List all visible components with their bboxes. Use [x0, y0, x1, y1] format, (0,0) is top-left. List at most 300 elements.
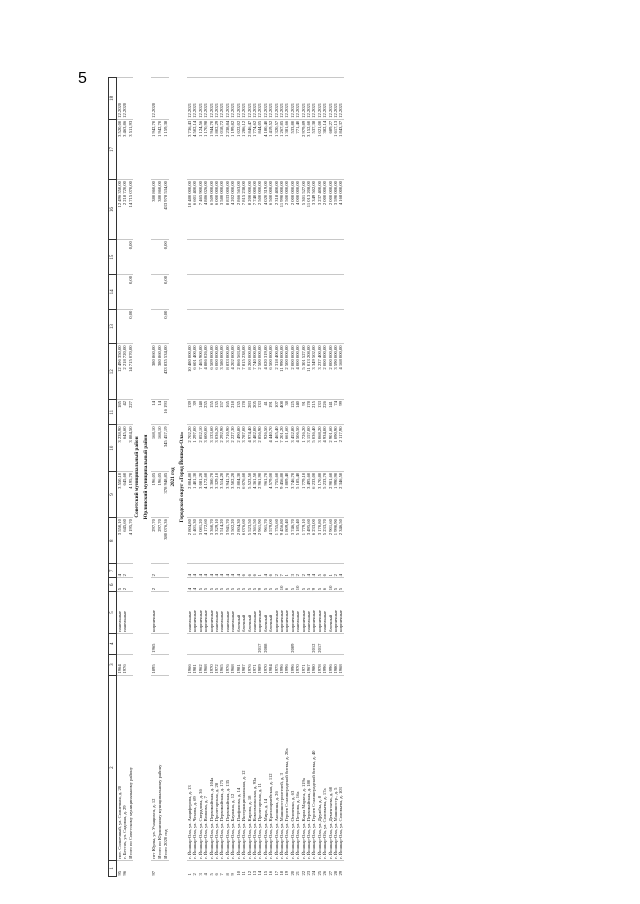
table-cell: г. Йошкар-Ола, ул. Первомайская, д. 175: [219, 675, 224, 860]
total-row: [162, 78, 169, 877]
table-cell: 5: [338, 578, 343, 592]
table-cell: 218: [230, 400, 235, 425]
table-cell: 10: [295, 578, 300, 592]
table-cell: 12.2021: [236, 78, 241, 120]
table-cell: 226: [322, 400, 327, 425]
table-cell: 926,50: [263, 425, 268, 471]
table-cell: 1 018,72: [219, 119, 224, 179]
table-cell: 12 496 350,00: [117, 180, 123, 240]
table-cell: 1989: [257, 654, 262, 675]
table-row: [284, 78, 289, 877]
table-cell: 3 502,20: [230, 518, 235, 564]
table-cell: 26: [322, 860, 327, 876]
table-cell: 2 000 000,00: [290, 180, 295, 240]
section-heading: [178, 78, 187, 877]
page-number: 5: [78, 70, 87, 87]
table-cell: 4 202 000,00: [230, 344, 235, 400]
table-cell: 1967: [306, 654, 311, 675]
table-cell: 382,14: [322, 119, 327, 179]
table-cell: 6 000 000,00: [214, 180, 219, 240]
table-cell: 3 081,20: [198, 471, 203, 517]
table-cell: 380 076,36: [162, 518, 169, 564]
table-cell: 0,00: [128, 274, 133, 309]
table-cell: г. Йошкар-Ола, ул. Дементьева, д. 60: [328, 675, 333, 860]
table-cell: 2 856,90: [257, 425, 262, 471]
table-cell: 1976: [225, 654, 230, 675]
table-cell: 1 199,82: [230, 119, 235, 179]
table-cell: 16: [268, 860, 273, 876]
table-cell: 2 901,60: [328, 471, 333, 517]
table-cell: 227: [128, 400, 133, 425]
table-cell: 1976: [122, 654, 127, 675]
table-cell: 1 942,70: [157, 119, 162, 179]
table-cell: г. Йошкар-Ола, ул. Первомайская, д. 135: [225, 675, 230, 860]
table-cell: 17: [274, 860, 279, 876]
table-cell: 4 202 000,00: [230, 180, 235, 240]
table-cell: 12.2021: [263, 78, 268, 120]
table-cell: кирпичные: [338, 592, 343, 634]
table-cell: г. Йошкар-Ола, ул. Героев Сталинградской битвы, д. 20а: [284, 675, 289, 860]
table-cell: 5 233,70: [322, 518, 327, 564]
table-cell: 3 746,70: [290, 471, 295, 517]
table-cell: 5: [317, 564, 322, 578]
table-cell: 11 990 000,00: [279, 344, 284, 400]
table-cell: панельные: [295, 592, 300, 634]
table-cell: 74: [333, 400, 338, 425]
table-cell: 1 990,90: [333, 471, 338, 517]
table-row: [338, 78, 343, 877]
table-cell: кирпичные: [192, 592, 197, 634]
table-cell: 4: [187, 564, 192, 578]
table-cell: панельные: [306, 592, 311, 634]
table-cell: 3 710,90: [225, 425, 230, 471]
table-cell: 3 590 000,00: [333, 344, 338, 400]
table-cell: 22: [301, 860, 306, 876]
housing-repair-table: [108, 77, 344, 877]
table-cell: 1 465,40: [274, 425, 279, 471]
table-cell: 1962: [198, 654, 203, 675]
header-cell: 9: [109, 471, 117, 517]
table-cell: 5: [241, 578, 246, 592]
table-cell: 155: [209, 400, 214, 425]
table-cell: 2 000 000,00: [328, 344, 333, 400]
table-cell: 3 746,70: [290, 518, 295, 564]
table-cell: 12.2021: [230, 78, 235, 120]
table-row: [311, 78, 316, 877]
table-cell: 1 942,70: [151, 119, 156, 179]
table-cell: 4: [263, 564, 268, 578]
table-cell: 1996: [279, 654, 284, 675]
table-cell: 5 523,50: [247, 518, 252, 564]
table-cell: г. Йошкар-Ола, ул. Дружбы, д. 8: [317, 675, 322, 860]
table-cell: 1 809,40: [284, 471, 289, 517]
table-cell: 12.2021: [268, 78, 273, 120]
table-cell: 24: [311, 860, 316, 876]
table-cell: 12.2021: [257, 78, 262, 120]
table-cell: 4 172,60: [203, 471, 208, 517]
table-cell: 12: [247, 860, 252, 876]
table-cell: 297,70: [151, 518, 156, 564]
table-cell: 1: [328, 564, 333, 578]
table-cell: 4 886 026,00: [203, 180, 208, 240]
table-cell: 2 490,80: [236, 425, 241, 471]
table-cell: 6: [252, 564, 257, 578]
table-cell: 12.2021: [328, 78, 333, 120]
table-cell: 4 440,70: [268, 425, 273, 471]
table-cell: 844,05: [257, 119, 262, 179]
table-cell: 3 884,50: [128, 425, 133, 471]
table-cell: 3: [290, 564, 295, 578]
table-cell: 9 456,80: [279, 518, 284, 564]
header-cell: 10: [109, 425, 117, 471]
table-cell: г. Йошкар-Ола, ул. Красноармейская, д. 112: [268, 675, 273, 860]
table-cell: 1 419,52: [268, 119, 273, 179]
section-heading: [169, 78, 178, 877]
header-row: [109, 78, 117, 877]
table-cell: 205: [252, 400, 257, 425]
table-cell: 2 500 000,00: [284, 344, 289, 400]
table-cell: 9: [311, 578, 316, 592]
table-cell: 1 401,30: [192, 518, 197, 564]
table-cell: 1 286,12: [241, 119, 246, 179]
table-cell: 5 233,70: [322, 471, 327, 517]
table-cell: 6 076,60: [241, 518, 246, 564]
table-cell: 6 601 400,00: [192, 344, 197, 400]
table-cell: г. Йошкар-Ола, ул. Осипенко, д. 63: [290, 675, 295, 860]
header-cell: 1: [109, 860, 117, 876]
table-cell: 2008: [263, 633, 268, 654]
table-cell: 380 860,00: [151, 180, 156, 240]
table-cell: 1970: [295, 654, 300, 675]
section-heading-text: Юрлинский муниципальный район: [143, 434, 150, 520]
table-cell: 2 292,90: [219, 425, 224, 471]
table-cell: 1971: [301, 654, 306, 675]
table-cell: 5 185,40: [295, 471, 300, 517]
table-cell: 29: [338, 860, 343, 876]
table-cell: 12.2021: [333, 78, 338, 120]
table-cell: 148: [198, 400, 203, 425]
table-cell: блочный: [268, 592, 273, 634]
table-cell: 12.2021: [301, 78, 306, 120]
table-cell: пгт Юрлы, ул. Учащихся, д. 12: [151, 675, 156, 860]
table-cell: 8 200 000,00: [247, 344, 252, 400]
table-cell: 1996: [322, 654, 327, 675]
table-cell: панельные: [230, 592, 235, 634]
table-cell: 8 833 000,00: [225, 344, 230, 400]
table-cell: 2 901,60: [328, 425, 333, 471]
table-cell: 4 172,60: [203, 518, 208, 564]
table-cell: 1965: [219, 654, 224, 675]
table-cell: 141: [328, 400, 333, 425]
table-cell: 5 301 527,00: [301, 344, 306, 400]
header-cell: 13: [109, 309, 117, 344]
table-cell: 8 200 000,00: [247, 180, 252, 240]
table-cell: 433 835 534,00: [162, 344, 169, 400]
table-cell: 4 168 000,00: [338, 180, 343, 240]
table-cell: панельные: [322, 592, 327, 634]
table-cell: 9: [230, 860, 235, 876]
table-cell: кирпичные: [333, 592, 338, 634]
table-cell: блочный: [263, 592, 268, 634]
table-cell: 5 523,50: [247, 471, 252, 517]
table-cell: 0,00: [162, 240, 169, 275]
table-cell: 2 318 400,00: [274, 344, 279, 400]
table-cell: 4 000 000,00: [295, 180, 300, 240]
table-cell: 2: [151, 578, 156, 592]
table-cell: 4 020 319,00: [263, 344, 268, 400]
table-cell: 12.2021: [198, 78, 203, 120]
table-cell: 961,70: [263, 518, 268, 564]
table-cell: 378 948,85: [162, 471, 169, 517]
table-cell: 12.2021: [252, 78, 257, 120]
table-cell: 4: [203, 564, 208, 578]
table-cell: 297,70: [157, 518, 162, 564]
table-cell: 168,10: [151, 425, 156, 471]
table-cell: 4 579,00: [268, 471, 273, 517]
section-heading-row: [178, 78, 187, 877]
table-cell: 1 755,60: [274, 471, 279, 517]
table-cell: 12.2021: [187, 78, 192, 120]
table-cell: 6: [322, 564, 327, 578]
table-cell: панельные: [252, 592, 257, 634]
table-cell: 3 514,20: [219, 471, 224, 517]
table-cell: 2: [151, 564, 156, 578]
table-cell: 4: [338, 564, 343, 578]
table-cell: 2009: [290, 633, 295, 654]
table-cell: г. Йошкар-Ола, ул. Мира, д. 14: [263, 675, 268, 860]
table-cell: 2 852,10: [198, 425, 203, 471]
table-cell: 5: [214, 578, 219, 592]
table-cell: 4: [311, 564, 316, 578]
table-cell: [162, 78, 169, 120]
table-cell: блочный: [236, 592, 241, 634]
table-cell: 2 000 000,00: [328, 180, 333, 240]
table-cell: 4: [203, 860, 208, 876]
table-cell: 3 580 000,00: [219, 180, 224, 240]
table-cell: 1 661,60: [284, 425, 289, 471]
table-cell: [162, 633, 169, 654]
table-cell: 4 195,70: [128, 518, 133, 564]
table-cell: 10: [328, 578, 333, 592]
table-cell: 0,00: [162, 274, 169, 309]
table-cell: 12.2021: [322, 78, 327, 120]
table-cell: кирпичные: [317, 592, 322, 634]
table-cell: 38: [284, 400, 289, 425]
table-cell: 21: [295, 860, 300, 876]
table-cell: 5: [203, 578, 208, 592]
table-cell: 1: [187, 860, 192, 876]
table-cell: 4: [225, 564, 230, 578]
table-cell: 12.2021: [241, 78, 246, 120]
table-cell: 10 480 000,00: [187, 180, 192, 240]
table-cell: 3 068,20: [317, 425, 322, 471]
table-cell: 1996: [290, 654, 295, 675]
table-cell: 3 157,00: [306, 425, 311, 471]
table-cell: 2 500 000,00: [284, 180, 289, 240]
table-cell: 25: [317, 860, 322, 876]
table-cell: 2 866 563,00: [236, 180, 241, 240]
table-cell: 12.2021: [274, 78, 279, 120]
table-cell: 5: [236, 578, 241, 592]
header-cell: 18: [109, 78, 117, 120]
table-cell: 5: [209, 860, 214, 876]
table-cell: 125: [290, 400, 295, 425]
table-cell: 7 465 900,00: [198, 344, 203, 400]
table-cell: 3 133,60: [209, 425, 214, 471]
table-cell: [338, 274, 343, 309]
table-cell: 5 301 527,00: [301, 180, 306, 240]
table-cell: 12.2021: [214, 78, 219, 120]
table-cell: 140: [295, 400, 300, 425]
table-cell: 28: [333, 860, 338, 876]
table-cell: 6 509 000,00: [209, 180, 214, 240]
table-cell: 5 036,40: [311, 425, 316, 471]
table-cell: г. Йошкар-Ола, ул. Первомайская, д. 104а: [209, 675, 214, 860]
table-cell: 99: [338, 400, 343, 425]
rotated-table-area: [108, 77, 540, 877]
table-cell: 3 329,10: [214, 471, 219, 517]
table-cell: 14: [257, 860, 262, 876]
table-cell: 689,27: [328, 119, 333, 179]
table-cell: 3 580 000,00: [219, 344, 224, 400]
table-cell: г. Йошкар-Ола, ул. Первомайская, д. 180: [306, 675, 311, 860]
table-cell: 2 117,90: [338, 425, 343, 471]
table-cell: 1 802,29: [214, 119, 219, 179]
table-cell: 645,60: [122, 425, 127, 471]
table-cell: 16 193: [162, 400, 169, 425]
table-cell: 345 457,19: [162, 425, 169, 471]
table-cell: 283: [247, 400, 252, 425]
table-cell: 1971: [252, 654, 257, 675]
table-cell: кирпичные: [274, 592, 279, 634]
table-cell: 3 590 000,00: [333, 180, 338, 240]
table-cell: 14 715 070,00: [128, 180, 133, 240]
table-cell: 5: [306, 578, 311, 592]
table-cell: 12.2021: [284, 78, 289, 120]
table-cell: 165: [225, 400, 230, 425]
header-cell: 12: [109, 344, 117, 400]
table-cell: 133: [257, 400, 262, 425]
table-cell: 1965: [151, 633, 156, 654]
table-cell: 3 238,90: [117, 425, 123, 471]
table-cell: 3 329,10: [214, 518, 219, 564]
table-cell: 0,00: [128, 240, 133, 275]
table-cell: 1968: [230, 654, 235, 675]
table-cell: 3 514,20: [219, 518, 224, 564]
table-cell: 0,00: [128, 309, 133, 344]
table-cell: Итого по Юрлинскому муниципальному району: [157, 675, 162, 860]
table-cell: 4: [192, 564, 197, 578]
table-cell: 4: [230, 564, 235, 578]
header-cell: 17: [109, 119, 117, 179]
table-cell: 7 201,20: [279, 425, 284, 471]
table-cell: 185: [117, 400, 123, 425]
table-cell: 6 000 000,00: [214, 344, 219, 400]
table-cell: г. Йошкар-Ола, ул. Соловьева, д. 103: [338, 675, 343, 860]
table-cell: 11 013 208,00: [306, 344, 311, 400]
table-cell: 107: [274, 400, 279, 425]
table-cell: 1 320,57: [274, 119, 279, 179]
table-cell: 3 520,00: [117, 119, 123, 179]
table-cell: 1970: [263, 654, 268, 675]
table-cell: г. Йошкар-Ола, ул. Петрова, д. 16а: [295, 675, 300, 860]
table-cell: кирпичные: [151, 592, 156, 634]
table-cell: 1 617,13: [333, 119, 338, 179]
table-cell: 1: [284, 564, 289, 578]
table-cell: 135: [214, 400, 219, 425]
table-cell: 4 361,50: [252, 518, 257, 564]
table-cell: 12.2020: [117, 78, 123, 120]
table-cell: 97: [151, 860, 156, 876]
table-cell: 7 815 238,00: [241, 344, 246, 400]
table-cell: 380 860,00: [157, 180, 162, 240]
table-cell: 3 550,10: [117, 518, 123, 564]
table-cell: 10: [279, 578, 284, 592]
table-cell: г. Йошкар-Ола, ул. Свердлова, д. 36: [198, 675, 203, 860]
table-cell: 2017: [317, 633, 322, 654]
table-cell: г. Йошкар-Ола, ул. Героев Сталинградской битвы, д. 40: [311, 675, 316, 860]
section-heading: [142, 78, 151, 877]
table-cell: 13: [252, 860, 257, 876]
table-cell: 2012: [311, 633, 316, 654]
table-cell: 5: [219, 578, 224, 592]
table-cell: 12.2021: [295, 78, 300, 120]
table-cell: панельные: [219, 592, 224, 634]
table-cell: 14 715 070,00: [128, 344, 133, 400]
table-cell: 12.2021: [192, 78, 197, 120]
table-cell: [338, 309, 343, 344]
table-cell: 1 090,90: [333, 425, 338, 471]
table-cell: г. Йошкар-Ола, ул. Машиностр., д. 5: [333, 675, 338, 860]
table-cell: 5: [333, 578, 338, 592]
table-cell: 3 036,20: [214, 425, 219, 471]
header-cell: 5: [109, 592, 117, 634]
table-cell: г. Йошкар-Ола, ул. Панфилова, д. 14: [236, 675, 241, 860]
table-cell: 15: [263, 860, 268, 876]
table-cell: 2 804,80: [187, 471, 192, 517]
table-cell: г. Йошкар-Ола, ул. Анциферова, д. 13: [187, 675, 192, 860]
table-cell: 5: [209, 578, 214, 592]
table-cell: 0,00: [162, 309, 169, 344]
table-cell: 2 901,60: [328, 518, 333, 564]
table-cell: 1 843,37: [338, 119, 343, 179]
table-cell: панельные: [122, 592, 127, 634]
table-cell: панельные: [187, 592, 192, 634]
table-cell: 12.2021: [279, 78, 284, 120]
table-cell: 168,10: [157, 425, 162, 471]
table-cell: 196,05: [151, 471, 156, 517]
table-cell: 1: [257, 564, 262, 578]
table-cell: 3 941,70: [225, 518, 230, 564]
section-heading-text: Городской округ «Город Йошкар-Ола»: [178, 431, 185, 523]
table-cell: 1 779,10: [301, 471, 306, 517]
table-cell: 1 297,00: [192, 425, 197, 471]
table-cell: 11 990 000,00: [279, 180, 284, 240]
table-cell: 4: [209, 564, 214, 578]
table-cell: 10: [236, 860, 241, 876]
table-cell: 2 218 720,00: [122, 344, 127, 400]
table-cell: 4: [306, 564, 311, 578]
table-cell: 1 381,66: [284, 119, 289, 179]
table-cell: 135: [236, 400, 241, 425]
table-cell: 6 076,60: [241, 471, 246, 517]
table-cell: 1980: [311, 654, 316, 675]
table-cell: 2 000 000,00: [322, 180, 327, 240]
table-cell: 3 511,93: [128, 119, 133, 179]
table-cell: панельные: [117, 592, 123, 634]
table-cell: 5: [252, 578, 257, 592]
table-cell: 5: [198, 578, 203, 592]
